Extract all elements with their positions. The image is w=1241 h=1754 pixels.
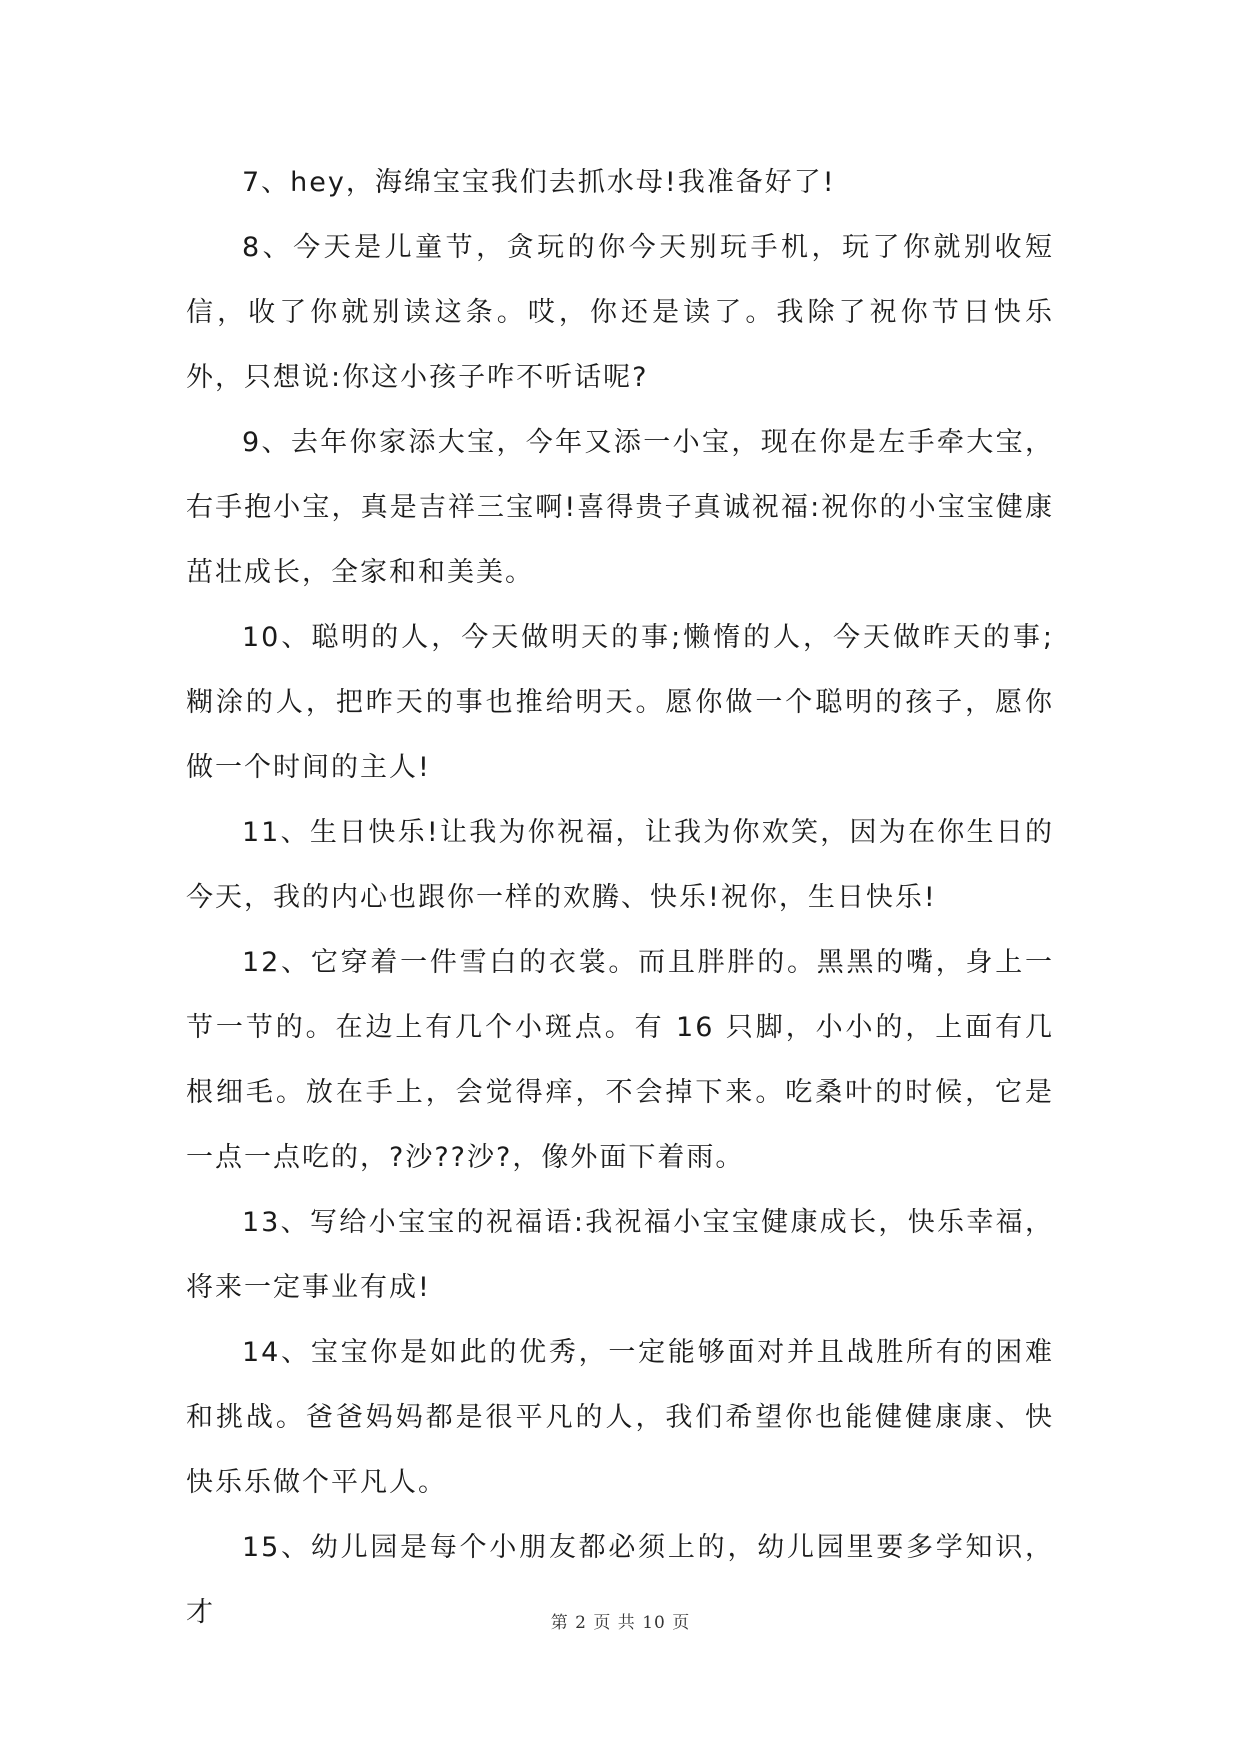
- document-body: [186, 150, 1054, 1645]
- paragraph-9: 9、去年你家添大宝，今年又添一小宝，现在你是左手牵大宝，右手抱小宝，真是吉祥三宝啊!喜得贵子真诚祝福:祝你的小宝宝健康茁壮成长，全家和和美美。: [186, 427, 1054, 588]
- page-number-footer: 第 2 页 共 10 页: [550, 1613, 691, 1633]
- paragraph-15: 15、幼儿园是每个小朋友都必须上的，幼儿园里要多学知识，才: [186, 1532, 1054, 1628]
- paragraph-10: 10、聪明的人，今天做明天的事;懒惰的人，今天做昨天的事;糊涂的人，把昨天的事也推给明天。愿你做一个聪明的孩子，愿你做一个时间的主人!: [186, 622, 1054, 783]
- paragraph-14: 14、宝宝你是如此的优秀，一定能够面对并且战胜所有的困难和挑战。爸爸妈妈都是很平凡的人，我们希望你也能健健康康、快快乐乐做个平凡人。: [186, 1337, 1054, 1498]
- paragraph-11: 11、生日快乐!让我为你祝福，让我为你欢笑，因为在你生日的今天，我的内心也跟你一样的欢腾、快乐!祝你，生日快乐!: [186, 817, 1054, 913]
- paragraph-12: 12、它穿着一件雪白的衣裳。而且胖胖的。黑黑的嘴，身上一节一节的。在边上有几个小斑点。有 16 只脚，小小的，上面有几根细毛。放在手上，会觉得痒，不会掉下来。吃桑叶的时候，它是一点一点吃的，?沙??沙?，像外面下着雨。: [186, 947, 1054, 1173]
- paragraph-13: 13、写给小宝宝的祝福语:我祝福小宝宝健康成长，快乐幸福，将来一定事业有成!: [186, 1207, 1054, 1303]
- paragraph-8: 8、今天是儿童节，贪玩的你今天别玩手机，玩了你就别收短信，收了你就别读这条。哎，你还是读了。我除了祝你节日快乐外，只想说:你这小孩子咋不听话呢?: [186, 232, 1054, 393]
- paragraph-7: 7、hey，海绵宝宝我们去抓水母!我准备好了!: [242, 167, 836, 198]
